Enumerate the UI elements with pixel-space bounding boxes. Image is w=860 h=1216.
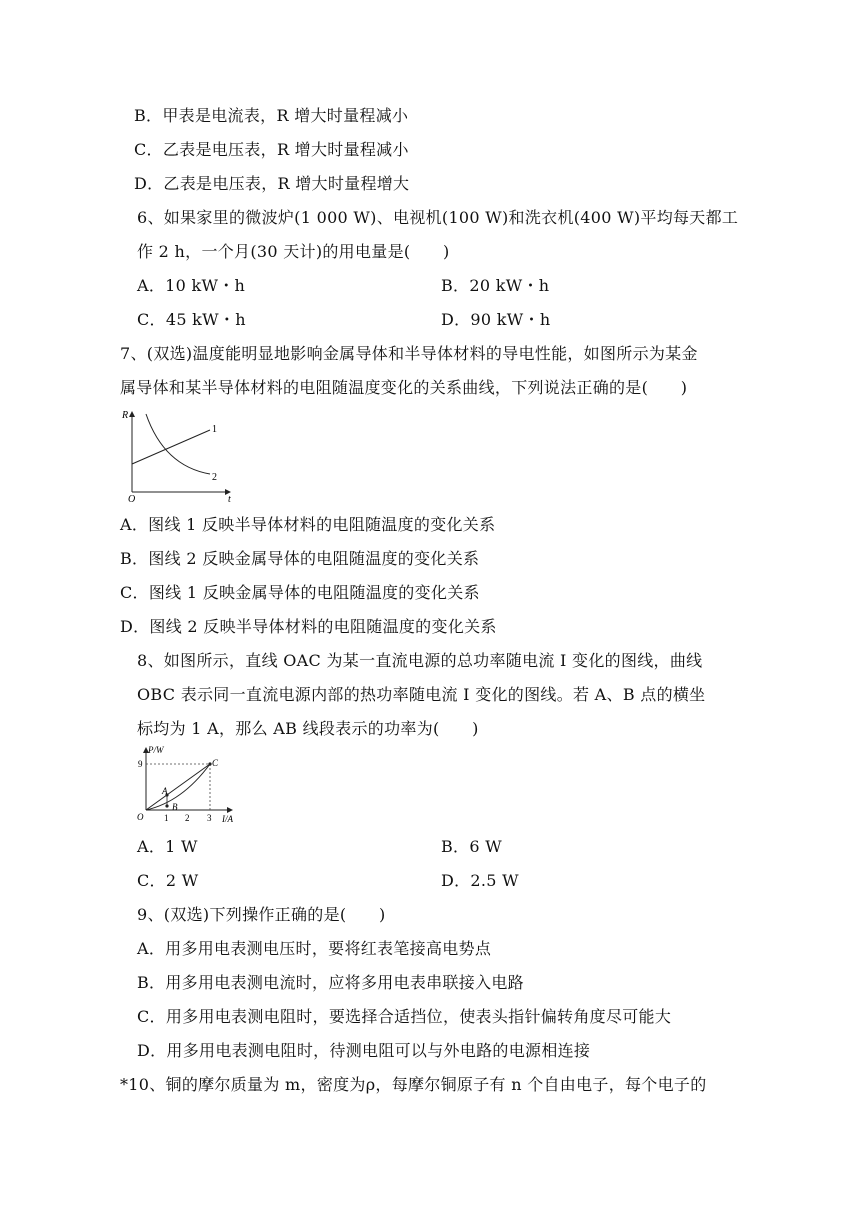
q8-label-a: A <box>162 786 168 796</box>
q8-option-a: A．1 W <box>137 837 198 856</box>
q7-option-c: C．图线 1 反映金属导体的电阻随温度的变化关系 <box>120 583 480 602</box>
q8-stem-line1: 8、如图所示，直线 OAC 为某一直流电源的总功率随电流 I 变化的图线，曲线 <box>137 651 703 670</box>
q7-option-b: B．图线 2 反映金属导体的电阻随温度的变化关系 <box>120 549 480 568</box>
q6-stem-line2: 作 2 h，一个月(30 天计)的用电量是( ) <box>137 242 450 261</box>
q5-option-c: C．乙表是电压表，R 增大时量程减小 <box>134 140 409 159</box>
q7-curve-1-label: 1 <box>212 424 217 435</box>
q8-label-b: B <box>172 802 178 812</box>
q6-option-b: B．20 kW・h <box>441 276 550 295</box>
q8-y-tick-9: 9 <box>138 759 143 769</box>
q9-option-b: B．用多用电表测电流时，应将多用电表串联接入电路 <box>137 973 524 992</box>
q8-stem-line2: OBC 表示同一直流电源内部的热功率随电流 I 变化的图线。若 A、B 点的横坐 <box>137 685 706 704</box>
q7-curve-2-label: 2 <box>212 472 217 483</box>
q6-stem-line1: 6、如果家里的微波炉(1 000 W)、电视机(100 W)和洗衣机(400 W)平均每天都工 <box>137 208 739 227</box>
q7-origin-label: O <box>128 494 136 504</box>
q8-stem-line3: 标均为 1 A，那么 AB 线段表示的功率为( ) <box>137 719 479 738</box>
q8-option-d: D．2.5 W <box>441 871 519 890</box>
q6-option-a: A．10 kW・h <box>137 276 246 295</box>
q6-option-d: D．90 kW・h <box>441 310 551 329</box>
q8-x-tick-1: 1 <box>164 813 169 823</box>
q9-option-a: A．用多用电表测电压时，要将红表笔接高电势点 <box>137 939 492 958</box>
q7-y-label: R <box>122 410 129 421</box>
q8-option-c: C．2 W <box>137 871 199 890</box>
q8-x-tick-3: 3 <box>207 813 212 823</box>
q8-y-label: P/W <box>148 745 164 755</box>
q8-origin-label: O <box>137 812 144 822</box>
q9-option-c: C．用多用电表测电阻时，要选择合适挡位，使表头指针偏转角度尽可能大 <box>137 1007 672 1026</box>
q7-curve-1 <box>132 430 210 464</box>
q9-option-d: D．用多用电表测电阻时，待测电阻可以与外电路的电源相连接 <box>137 1041 591 1060</box>
q7-option-a: A．图线 1 反映半导体材料的电阻随温度的变化关系 <box>120 515 496 534</box>
q7-option-d: D．图线 2 反映半导体材料的电阻随温度的变化关系 <box>120 617 497 636</box>
q8-label-c: C <box>212 758 219 768</box>
q8-power-current-figure <box>132 744 252 826</box>
q8-line-oac <box>146 764 210 810</box>
q5-option-b: B．甲表是电流表，R 增大时量程减小 <box>134 106 409 125</box>
q7-resistance-temperature-figure <box>118 408 240 504</box>
q7-stem-line1: 7、(双选)温度能明显地影响金属导体和半导体材料的导电性能，如图所示为某金 <box>120 344 698 363</box>
q10-stem-line1: *10、铜的摩尔质量为 m，密度为ρ，每摩尔铜原子有 n 个自由电子，每个电子的 <box>120 1075 707 1094</box>
q8-option-b: B．6 W <box>441 837 502 856</box>
q8-x-tick-2: 2 <box>185 813 190 823</box>
q7-stem-line2: 属导体和某半导体材料的电阻随温度变化的关系曲线，下列说法正确的是( ) <box>120 378 688 397</box>
q9-stem: 9、(双选)下列操作正确的是( ) <box>137 905 386 924</box>
q6-option-c: C．45 kW・h <box>137 310 246 329</box>
q7-x-label: t <box>228 494 231 504</box>
q5-option-d: D．乙表是电压表，R 增大时量程增大 <box>134 174 410 193</box>
q8-point-b <box>165 804 168 807</box>
q8-x-label: I/A <box>222 814 233 824</box>
